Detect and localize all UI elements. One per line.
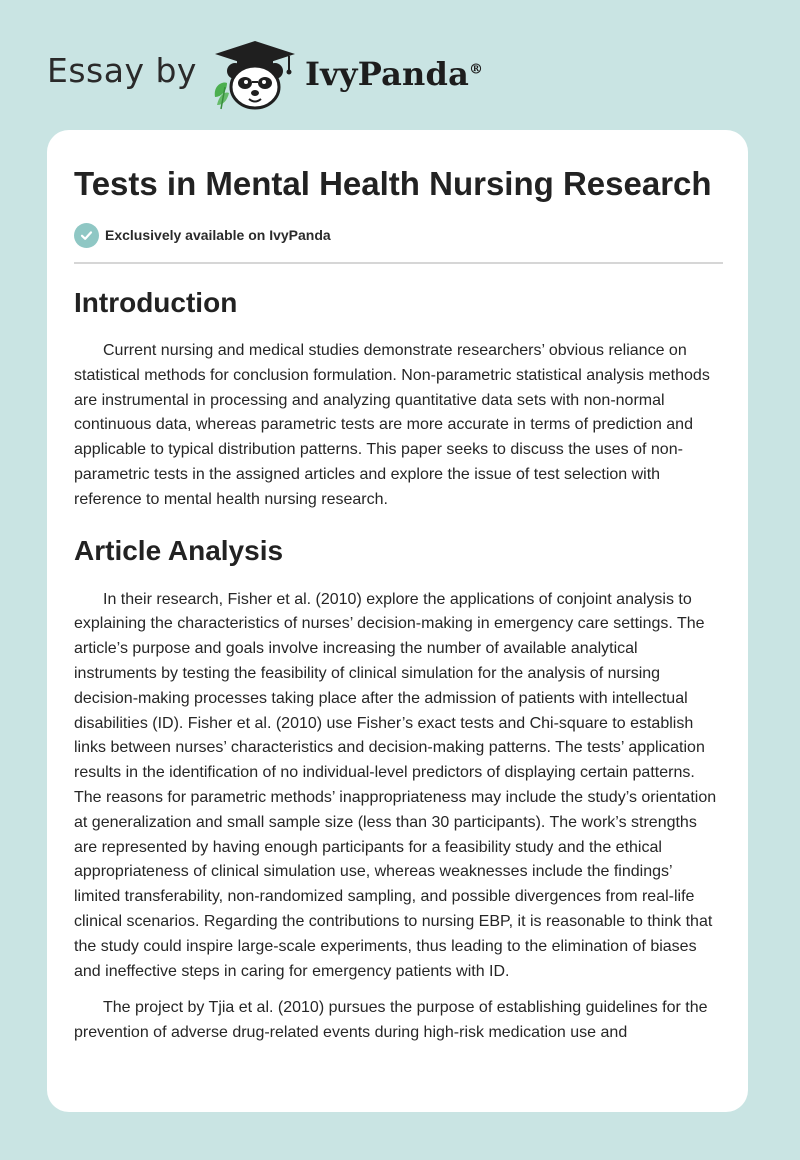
paragraph-introduction: Current nursing and medical studies demonstrate researchers’ obvious reliance on statistical methods for conclusion formulation. Non-parametric statistical analysis methods are instrumental in processing and analyzing quantitative data sets with non-normal continuous data, whereas parametric tests are more accurate in terms of prediction and applicable to typical distribution patterns. This paper seeks to discuss the uses of non-parametric tests in the assigned articles and explore the issue of test selection with reference to mental health nursing research. — [74, 342, 710, 508]
registered-mark: ® — [469, 61, 484, 78]
panda-graduate-logo-icon[interactable] — [209, 37, 301, 113]
exclusive-badge — [74, 222, 722, 248]
section-heading-introduction: Introduction — [74, 287, 238, 318]
check-circle-icon — [74, 223, 99, 248]
page-title: Tests in Mental Health Nursing Research — [74, 165, 712, 202]
paragraph-analysis-2: The project by Tjia et al. (2010) pursues the purpose of establishing guidelines for the prevention of adverse drug-related events during high-risk medication use and — [74, 999, 708, 1042]
exclusive-label: Exclusively available on IvyPanda — [105, 227, 331, 243]
brand-name[interactable] — [305, 55, 483, 93]
site-header — [47, 36, 483, 116]
essay-card — [47, 130, 748, 1112]
section-heading-article-analysis: Article Analysis — [74, 534, 284, 566]
brand-prefix: Essay by — [47, 50, 197, 90]
paragraph-analysis-1: In their research, Fisher et al. (2010) explore the applications of conjoint analysis to explaining the characteristics of nurses’ decision-making in emergency care settings. The article’s purpose and goals involve increasing the number of available analytical instruments by testing the feasibility of clinical simulation for the analysis of nursing decision-making processes taking place after the admission of patients with intellectual disabilities (ID). Fisher et al. (2010) use Fisher’s exact tests and Chi-square to establish links between nurses’ characteristics and decision-making patterns. The tests’ application results in the identification of no individual-level predictors of displaying certain patterns. The reasons for parametric methods’ inappropriateness may include the study’s orientation at generalization and small sample size (less than 30 participants). The work’s strengths are represented by having enough participants for a feasibility study and the ethical appropriateness of clinical simulation use, whereas weaknesses include the findings’ limited transferability, non-randomized sampling, and possible divergences from real-life clinical scenarios. Regarding the contributions to nursing EBP, it is reasonable to think that the study could inspire large-scale experiments, thus leading to the elimination of biases and ineffective steps in caring for emergency patients with ID. — [74, 590, 717, 980]
brand-name-text: IvyPanda — [304, 55, 470, 93]
divider — [74, 262, 723, 264]
